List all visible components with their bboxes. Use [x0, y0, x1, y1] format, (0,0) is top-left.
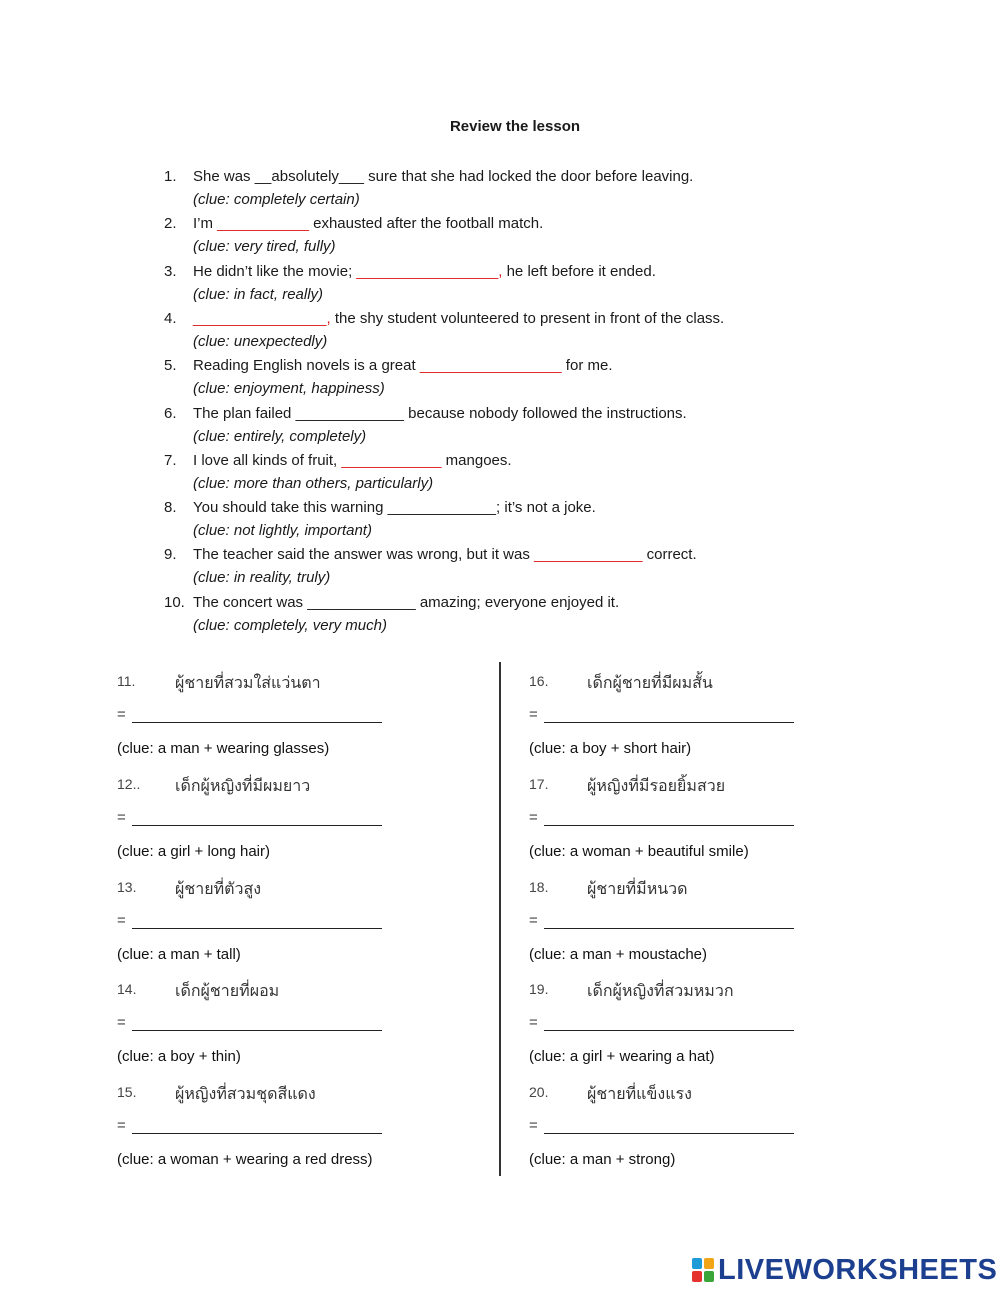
question-clue: (clue: more than others, particularly) [193, 474, 434, 492]
equals-sign: = [117, 1117, 126, 1135]
answer-line [529, 1116, 794, 1134]
question-text [193, 402, 687, 425]
answer-line [117, 1013, 382, 1031]
answer-line [117, 911, 382, 929]
question-number: 7. [164, 451, 177, 469]
question-fragment: I’m [193, 215, 218, 233]
question-fragment: I love all kinds of fruit, [193, 451, 342, 469]
column-divider [499, 662, 501, 1176]
answer-blank[interactable] [132, 1116, 382, 1134]
answer-line [117, 808, 382, 826]
equals-sign: = [529, 706, 538, 723]
translation-number: 20. [529, 1084, 549, 1101]
question-number: 4. [164, 309, 177, 327]
answer-line [529, 808, 794, 826]
translation-clue: (clue: a man + strong) [529, 1151, 676, 1169]
question-clue: (clue: in fact, really) [193, 285, 324, 303]
translation-clue: (clue: a man + moustache) [529, 945, 708, 963]
question-text [193, 212, 543, 235]
answer-blank[interactable]: ____________ [341, 451, 442, 469]
question-text [193, 449, 512, 472]
translation-number: 13. [117, 878, 137, 895]
question-number: 1. [164, 168, 177, 185]
question-number: 10. [164, 593, 185, 611]
equals-sign: = [117, 706, 126, 723]
equals-sign: = [529, 1014, 538, 1032]
answer-blank[interactable] [544, 1116, 794, 1134]
question-fragment: for me. [561, 357, 613, 375]
translation-number: 17. [529, 775, 549, 792]
answer-blank[interactable] [132, 808, 382, 826]
logo-text: LIVEWORKSHEETS [718, 1253, 998, 1286]
answer-line [117, 705, 382, 723]
liveworksheets-logo-icon [692, 1258, 714, 1282]
question-fragment: You should take this warning _____________; it’s not a joke. [193, 499, 596, 517]
answer-line [529, 705, 794, 723]
translation-number: 15. [117, 1084, 137, 1101]
equals-sign: = [117, 808, 126, 826]
answer-blank[interactable] [544, 911, 794, 929]
question-clue: (clue: enjoyment, happiness) [193, 380, 385, 398]
question-clue: (clue: in reality, truly) [193, 569, 331, 587]
answer-blank[interactable] [132, 705, 382, 723]
question-number: 6. [164, 404, 177, 422]
question-fragment: Reading English novels is a great [193, 357, 420, 375]
answer-line [529, 911, 794, 929]
question-fragment: The plan failed _____________ because nobody followed the instructions. [193, 404, 687, 422]
answer-blank[interactable]: ________________, [193, 309, 331, 327]
equals-sign: = [117, 1014, 126, 1032]
question-text [193, 165, 693, 188]
translation-clue: (clue: a man + wearing glasses) [117, 740, 330, 757]
question-text [193, 543, 697, 566]
translation-number: 12.. [117, 775, 141, 792]
answer-blank[interactable] [544, 705, 794, 723]
translation-number: 16. [529, 673, 549, 689]
answer-blank[interactable]: ___________ [217, 215, 309, 233]
translation-number: 18. [529, 878, 549, 895]
translation-number: 14. [117, 981, 137, 998]
answer-blank[interactable] [132, 911, 382, 929]
answer-blank[interactable]: _________________ [419, 357, 562, 375]
question-clue: (clue: very tired, fully) [193, 238, 336, 256]
question-text [193, 591, 619, 614]
translation-clue: (clue: a woman + wearing a red dress) [117, 1151, 373, 1169]
answer-blank[interactable]: _____________ [534, 546, 643, 564]
translation-clue: (clue: a girl + long hair) [117, 842, 270, 860]
answer-line [117, 1116, 382, 1134]
question-clue: (clue: not lightly, important) [193, 522, 372, 540]
answer-blank[interactable] [132, 1013, 382, 1031]
question-text [193, 307, 724, 330]
question-clue: (clue: completely certain) [193, 191, 360, 208]
translation-clue: (clue: a man + tall) [117, 945, 241, 963]
question-text [193, 496, 596, 519]
question-number: 2. [164, 215, 177, 233]
page-title: Review the lesson [449, 118, 581, 135]
translation-number: 11. [117, 673, 136, 689]
question-text [193, 260, 656, 283]
question-clue: (clue: unexpectedly) [193, 332, 328, 350]
equals-sign: = [529, 1117, 538, 1135]
thai-phrase: ผู้หญิงที่มีรอยยิ้มสวย [587, 777, 726, 795]
translation-clue: (clue: a girl + wearing a hat) [529, 1048, 715, 1066]
equals-sign: = [529, 911, 538, 929]
question-number: 8. [164, 499, 177, 517]
question-fragment: He didn’t like the movie; [193, 262, 357, 280]
translation-number: 19. [529, 981, 549, 998]
question-fragment: correct. [642, 546, 697, 564]
translation-clue: (clue: a woman + beautiful smile) [529, 842, 749, 860]
question-fragment: The concert was _____________ amazing; everyone enjoyed it. [193, 593, 620, 611]
answer-blank[interactable] [544, 1013, 794, 1031]
question-clue: (clue: completely, very much) [193, 616, 387, 634]
question-number: 5. [164, 357, 177, 375]
liveworksheets-logo [692, 1254, 997, 1286]
answer-blank[interactable]: _________________, [356, 262, 503, 280]
question-fragment: She was __absolutely___ sure that she had locked the door before leaving. [193, 168, 694, 185]
thai-phrase: ผู้ชายที่มีหนวด [587, 880, 688, 898]
question-number: 3. [164, 262, 177, 280]
equals-sign: = [529, 808, 538, 826]
translation-clue: (clue: a boy + thin) [117, 1048, 241, 1066]
question-text [193, 354, 613, 377]
thai-phrase: เด็กผู้ชายที่มีผมสั้น [587, 675, 713, 692]
question-clue: (clue: entirely, completely) [193, 427, 367, 445]
question-fragment: he left before it ended. [502, 262, 656, 280]
answer-line [529, 1013, 794, 1031]
question-fragment: the shy student volunteered to present in front of the class. [330, 309, 725, 327]
question-fragment: exhausted after the football match. [308, 215, 544, 233]
thai-phrase: เด็กผู้หญิงที่มีผมยาว [175, 777, 311, 795]
thai-phrase: ผู้ชายที่สวมใส่แว่นตา [175, 675, 321, 692]
question-fragment: mangoes. [441, 451, 512, 469]
question-number: 9. [164, 546, 177, 564]
equals-sign: = [117, 911, 126, 929]
thai-phrase: เด็กผู้ชายที่ผอม [175, 983, 280, 1001]
thai-phrase: ผู้ชายที่ตัวสูง [175, 880, 262, 898]
question-fragment: The teacher said the answer was wrong, but it was [193, 546, 535, 564]
translation-clue: (clue: a boy + short hair) [529, 740, 692, 757]
answer-blank[interactable] [544, 808, 794, 826]
thai-phrase: ผู้หญิงที่สวมชุดสีแดง [175, 1086, 316, 1104]
thai-phrase: เด็กผู้หญิงที่สวมหมวก [587, 983, 734, 1001]
thai-phrase: ผู้ชายที่แข็งแรง [587, 1086, 692, 1104]
